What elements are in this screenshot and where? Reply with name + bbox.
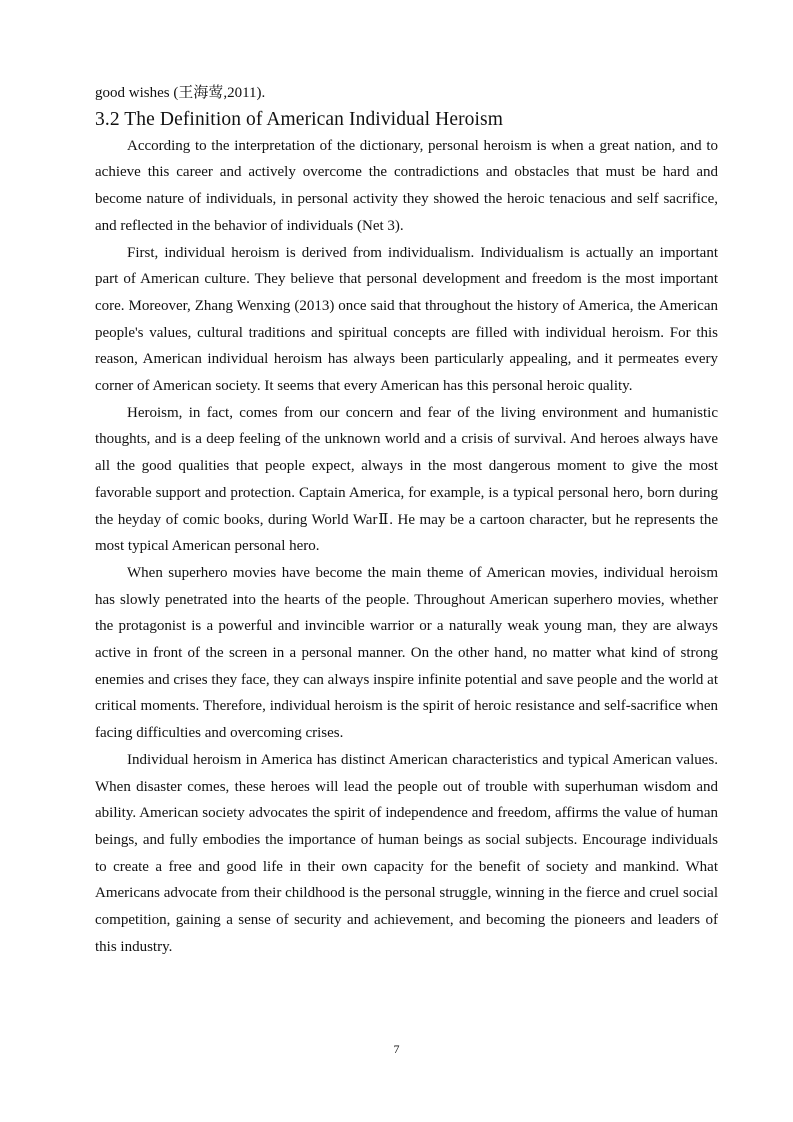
page-number: 7 [393,1042,400,1056]
paragraph-superhero-movies: When superhero movies have become the main theme of American movies, individual heroism has slowly penetrated into the hearts of the people. Throughout American superhero movies, whether the protagonist is a powerful and invincible warrior or a naturally weak young man, they are always active in front of the screen in a personal manner. On the other hand, no matter what kind of strong enemies and crises they face, they can always inspire infinite potential and save people and the world at critical moments. Therefore, individual heroism is the spirit of heroic resistance and self-sacrifice when facing difficulties and overcoming crises. [95,564,718,742]
paragraph-dictionary-definition: According to the interpretation of the dictionary, personal heroism is when a great nation, and to achieve this career and actively overcome the contradictions and obstacles that must be hard and become nature of individuals, in personal activity they showed the heroic tenacious and self sacrifice, and reflected in the behavior of individuals (Net 3). [95,137,718,234]
paragraph-individualism: First, individual heroism is derived from individualism. Individualism is actually an important part of American culture. They believe that personal development and freedom is the most important core. Moreover, Zhang Wenxing (2013) once said that throughout the history of America, the American people's values, cultural traditions and spiritual concepts are filled with individual heroism. For this reason, American individual heroism has always been particularly appealing, and it permeates every corner of American society. It seems that every American has this personal heroic quality. [95,244,718,395]
paragraph-american-values: Individual heroism in America has distinct American characteristics and typical American values. When disaster comes, these heroes will lead the people out of trouble with superhuman wisdom and ability. American society advocates the spirit of independence and freedom, affirms the value of human beings, and fully embodies the importance of human beings as social subjects. Encourage individuals to create a free and good life in their own capacity for the benefit of society and mankind. What Americans advocate from their childhood is the personal struggle, winning in the fierce and cruel social competition, gaining a sense of security and achievement, and becoming the pioneers and leaders of this industry. [95,751,718,955]
section-heading: 3.2 The Definition of American Individual Heroism [95,108,503,130]
paragraph-heroism-origin: Heroism, in fact, comes from our concern and fear of the living environment and humanistic thoughts, and is a deep feeling of the unknown world and a crisis of survival. And heroes always have all the good qualities that people expect, always in the most dangerous moment to give the most favorable support and protection. Captain America, for example, is a typical personal hero, born during the heyday of comic books, during World WarⅡ. He may be a cartoon character, but he represents the most typical American personal hero. [95,404,718,555]
carry-over-line: good wishes (王海莺,2011). [95,85,266,101]
page-content [95,80,718,961]
